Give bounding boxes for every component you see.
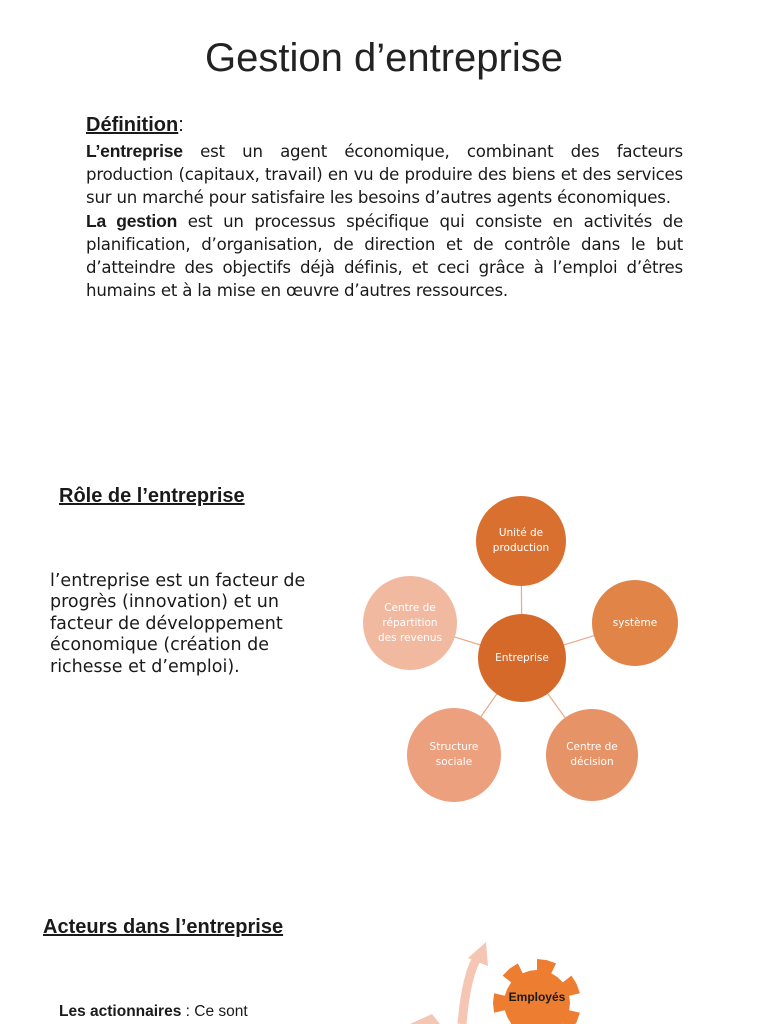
cycle-arrow-icon <box>462 960 476 1024</box>
diagram-node-label: Structure sociale <box>429 741 479 768</box>
diagram-center-label: Entreprise <box>495 651 549 664</box>
diagram-node-label: système <box>612 616 658 629</box>
diagram-node-label: Unité de production <box>492 527 550 554</box>
definition-entreprise-text: est un agent économique, combinant des facteurs production (capitaux, travail) en vu de produire des biens et des services sur un marché pour satisfaire les besoins d’autres agents économiques. <box>86 142 683 208</box>
actors-heading: Acteurs dans l’entreprise <box>43 916 284 938</box>
definition-colon: : <box>178 114 184 136</box>
definition-gestion-text: est un processus spécifique qui consiste en activités de planification, d’organisation, de direction et de contrôle dans le but d’atteindre des objectifs déjà définis, et ceci grâce à l’emploi d’êtres humains et à la mise en œuvre d’autres ressources. <box>86 211 683 301</box>
diagram-node-label: Centre de décision <box>566 741 618 768</box>
actors-term: Les actionnaires <box>59 1003 182 1020</box>
actors-text-rest: : Ce sont <box>181 1003 248 1020</box>
role-text: l’entreprise est un facteur de progrès (innovation) et un facteur de développement économique (création de richesse et d’emploi). <box>50 571 306 677</box>
definition-heading-text: Définition <box>86 114 179 136</box>
page-title: Gestion d’entreprise <box>205 36 563 80</box>
connector-line <box>564 636 594 645</box>
diagram-node-label: Centre de répartition des revenus <box>378 601 442 644</box>
term-gestion: La gestion <box>86 210 178 231</box>
gear-label-employes: Employés <box>508 990 566 1004</box>
term-entreprise: L’entreprise <box>86 141 183 161</box>
actors-text <box>59 1003 248 1021</box>
role-heading: Rôle de l’entreprise <box>59 485 245 507</box>
cycle-arrow-lower-icon <box>410 1014 440 1024</box>
connector-line <box>455 637 480 645</box>
